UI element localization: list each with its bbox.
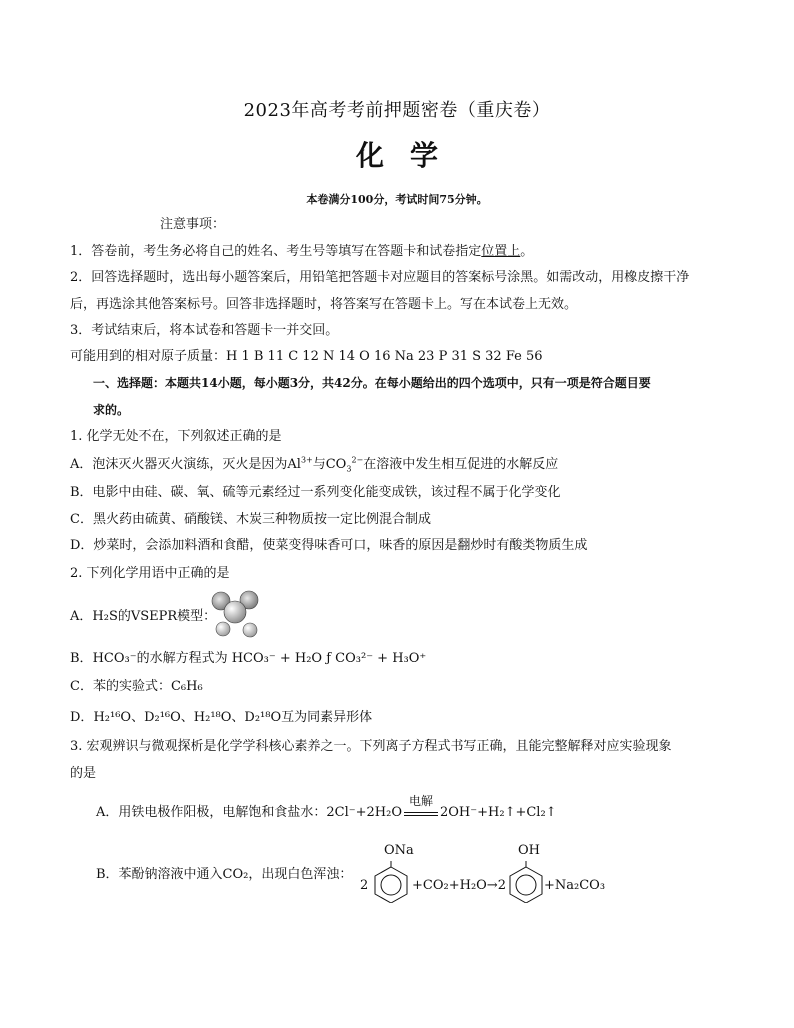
q3-stem-line-2: 的是 xyxy=(70,766,97,781)
benzene-ring-icon xyxy=(506,861,546,903)
q1-option-c: C．黑火药由硫黄、硝酸镁、木炭三种物质按一定比例混合制成 xyxy=(70,512,431,527)
q2-stem: 2. 下列化学用语中正确的是 xyxy=(70,566,230,581)
notice-item-3: 3．考试结束后，将本试卷和答题卡一并交回。 xyxy=(70,323,339,338)
q2-option-c: C．苯的实验式：C₆H₆ xyxy=(70,679,203,694)
notice-item-2-line-1: 2．回答选择题时，选出每小题答案后，用铅笔把答题卡对应题目的答案标号涂黑。如需改动，用橡皮擦干净 xyxy=(70,270,690,285)
q3-option-b-text: B．苯酚钠溶液中通入CO₂，出现白色浑浊： xyxy=(96,867,353,882)
subject-title: 化学 xyxy=(355,139,464,172)
section-1-heading-line-1: 一、选择题：本题共14小题，每小题3分，共42分。在每小题给出的四个选项中，只有一项是符合题目要 xyxy=(93,376,651,390)
q3-option-a: A．用铁电极作阳极，电解饱和食盐水：2Cl⁻+2H₂O 电解 2OH⁻+H₂↑+Cl₂↑ xyxy=(96,794,557,820)
vsepr-model-image xyxy=(205,587,267,639)
q1-option-d: D．炒菜时，会添加料酒和食醋，使菜变得味香可口，味香的原因是翻炒时有酸类物质生成 xyxy=(70,538,588,553)
q3-option-b-end: +Na₂CO₃ xyxy=(544,878,606,893)
electrolysis-condition: 电解 xyxy=(404,806,438,816)
benzene-ring-icon xyxy=(371,861,411,903)
atomic-masses: 可能用到的相对原子质量：H 1 B 11 C 12 N 14 O 16 Na 23 P 31 S 32 Fe 56 xyxy=(70,349,543,364)
q1-option-a: A．泡沫灭火器灭火演练，灭火是因为$Al^{3+}$与$CO_3^{2-}$在溶液中发生相互促进的水解反应 xyxy=(70,455,559,474)
q2-option-b: B．HCO₃⁻的水解方程式为 HCO₃⁻ + H₂O ƒ CO₃²⁻ + H₃O⁺ xyxy=(70,651,427,666)
notice-item-2-line-2: 后，再选涂其他答案标号。回答非选择题时，将答案写在答题卡上。写在本试卷上无效。 xyxy=(70,297,578,312)
phenol-label: OH xyxy=(518,843,540,858)
section-1-heading-line-2: 求的。 xyxy=(93,403,130,417)
sodium-phenoxide-label: ONa xyxy=(384,843,414,858)
page-title: 2023年高考考前押题密卷（重庆卷） xyxy=(243,100,551,121)
q3-option-b-mid: +CO₂+H₂O→2 xyxy=(412,878,506,893)
q2-option-d: D．H₂¹⁶O、D₂¹⁶O、H₂¹⁸O、D₂¹⁸O互为同素异形体 xyxy=(70,710,373,725)
q1-stem: 1. 化学无处不在，下列叙述正确的是 xyxy=(70,429,282,444)
notice-heading: 注意事项： xyxy=(160,217,226,232)
q3-coef-2: 2 xyxy=(360,878,369,893)
q3-stem-line-1: 3. 宏观辨识与微观探析是化学学科核心素养之一。下列离子方程式书写正确，且能完整解释对应实验现象 xyxy=(70,739,672,754)
q2-option-a: A．H₂S的VSEPR模型： xyxy=(70,609,217,624)
exam-info: 本卷满分100分，考试时间75分钟。 xyxy=(306,193,488,206)
notice-item-1: 1．答卷前，考生务必将自己的姓名、考生号等填写在答题卡和试卷指定位置上。 xyxy=(70,244,534,259)
q1-option-b: B．电影中由硅、碳、氧、硫等元素经过一系列变化能变成铁，该过程不属于化学变化 xyxy=(70,485,561,500)
